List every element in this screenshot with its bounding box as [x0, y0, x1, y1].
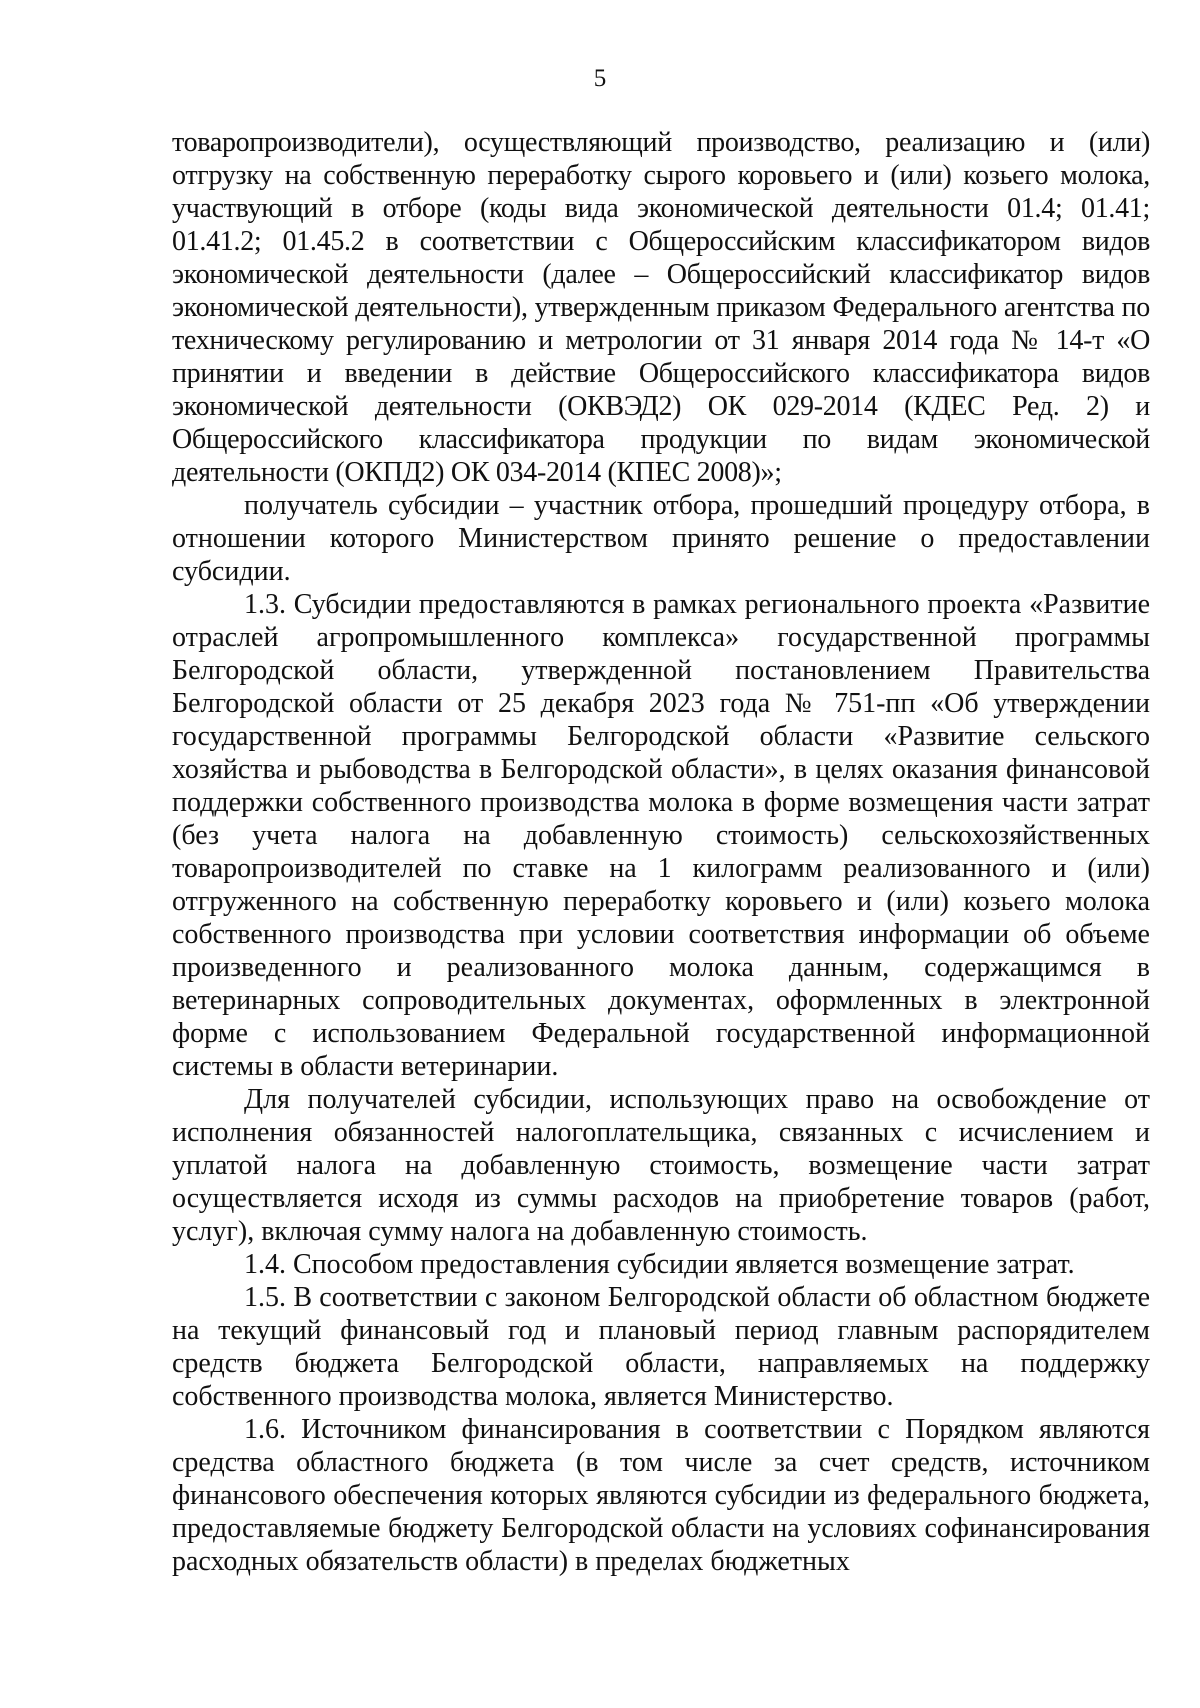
paragraph-vat-exemption: Для получателей субсидии, использующих право на освобождение от исполнения обязанностей налогоплательщика, связанных с исчислением и уплатой налога на добавленную стоимость, возмещение части затрат осуществляется исходя из суммы расходов на приобретение товаров (работ, услуг), включая сумму налога на добавленную стоимость. — [172, 1084, 1150, 1247]
paragraph-1-5: 1.5. В соответствии с законом Белгородской области об областном бюджете на текущий финансовый год и плановый период главным распорядителем средств бюджета Белгородской области, направляемых на поддержку собственного производства молока, является Министерство. — [172, 1282, 1150, 1412]
paragraph-1-6: 1.6. Источником финансирования в соответствии с Порядком являются средства областного бюджета (в том числе за счет средств, источником финансового обеспечения которых являются субсидии из федерального бюджета, предоставляемые бюджету Белгородской области на условиях софинансирования расходных обязательств области) в пределах бюджетных — [172, 1414, 1150, 1577]
document-body — [172, 126, 1150, 1578]
paragraph-1-3: 1.3. Субсидии предоставляются в рамках регионального проекта «Развитие отраслей агропромышленного комплекса» государственной программы Белгородской области, утвержденной постановлением Правительства Белгородской области от 25 декабря 2023 года № 751-пп «Об утверждении государственной программы Белгородской области «Развитие сельского хозяйства и рыбоводства в Белгородской области», в целях оказания финансовой поддержки собственного производства молока в форме возмещения части затрат (без учета налога на добавленную стоимость) сельскохозяйственных товаропроизводителей по ставке на 1 килограмм реализованного и (или) отгруженного на собственную переработку коровьего и (или) козьего молока собственного производства при условии соответствия информации об объеме произведенного и реализованного молока данным, содержащимся в ветеринарных сопроводительных документах, оформленных в электронной форме с использованием Федеральной государственной информационной системы в области ветеринарии. — [172, 589, 1150, 1082]
paragraph-subsidy-recipient: получатель субсидии – участник отбора, прошедший процедуру отбора, в отношении которого Министерством принято решение о предоставлении субсидии. — [172, 490, 1150, 587]
paragraph-1-4: 1.4. Способом предоставления субсидии является возмещение затрат. — [244, 1249, 1075, 1280]
paragraph-producers-definition: товаропроизводители), осуществляющий производство, реализацию и (или) отгрузку на собственную переработку сырого коровьего и (или) козьего молока, участвующий в отборе (коды вида экономической деятельности 01.4; 01.41; 01.41.2; 01.45.2 в соответствии с Общероссийским классификатором видов экономической деятельности (далее – Общероссийский классификатор видов экономической деятельности), утвержденным приказом Федерального агентства по техническому регулированию и метрологии от 31 января 2014 года № 14-т «О принятии и введении в действие Общероссийского классификатора видов экономической деятельности (ОКВЭД2) ОК 029-2014 (КДЕС Ред. 2) и Общероссийского классификатора продукции по видам экономической деятельности (ОКПД2) ОК 034-2014 (КПЕС 2008)»; — [172, 127, 1150, 488]
page-number: 5 — [593, 65, 607, 92]
